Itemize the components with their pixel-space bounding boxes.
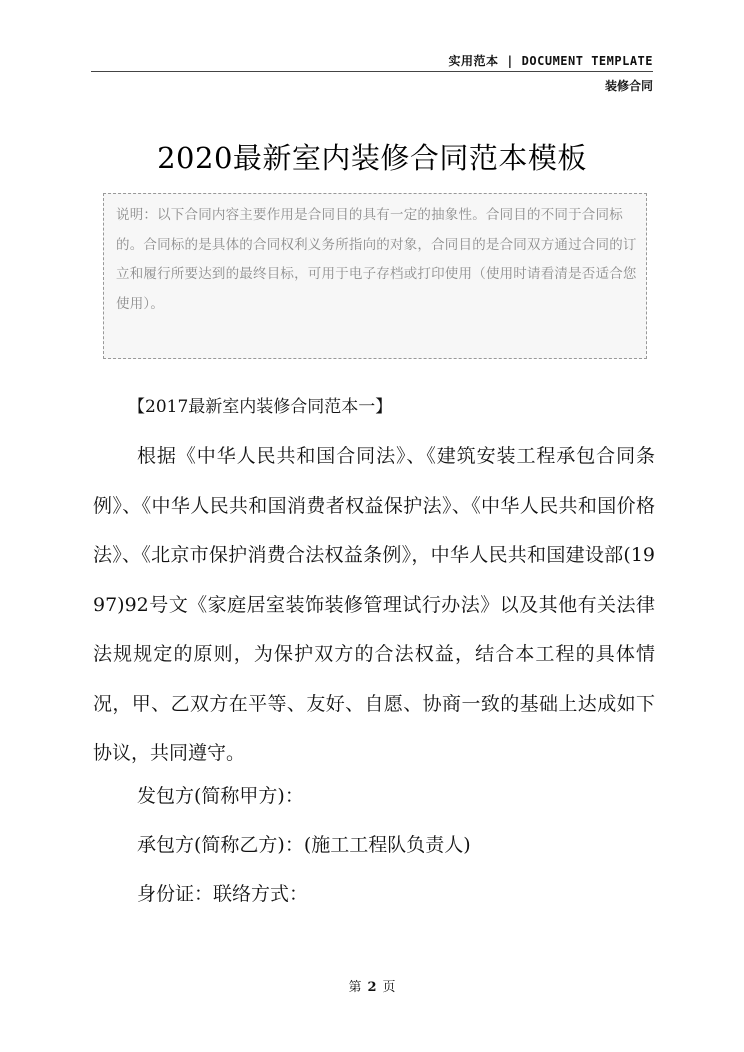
footer-suffix: 页 bbox=[382, 980, 396, 995]
field-party-a: 发包方(简称甲方)： bbox=[137, 785, 304, 807]
header-top-text: 实用范本 | DOCUMENT TEMPLATE bbox=[448, 54, 653, 68]
footer-prefix: 第 bbox=[348, 980, 362, 995]
header-divider bbox=[91, 71, 653, 72]
body-paragraph: 根据《中华人民共和国合同法》、《建筑安装工程承包合同条例》、《中华人民共和国消费者权益保护法》、《中华人民共和国价格法》、《北京市保护消费合法权益条例》，中华人民共和国建设部(1997)92号文《家庭居室装饰装修管理试行办法》以及其他有关法律法规规定的原则，为保护双方的合法权益，结合本工程的具体情况，甲、乙双方在平等、友好、自愿、协商一致的基础上达成如下协议，共同遵守。 bbox=[93, 445, 655, 764]
notice-text: 说明：以下合同内容主要作用是合同目的具有一定的抽象性。合同目的不同于合同标的。合同标的是具体的合同权利义务所指向的对象，合同目的是合同双方通过合同的订立和履行所要达到的最终目标，可用于电子存档或打印使用（使用时请看清是否适合您使用）。 bbox=[116, 207, 637, 312]
header-sub-text: 装修合同 bbox=[604, 79, 653, 93]
notice-box bbox=[103, 193, 647, 359]
field-id-contact: 身份证：联络方式： bbox=[137, 883, 309, 905]
field-party-b: 承包方(简称乙方)：(施工工程队负责人) bbox=[137, 834, 471, 856]
section-heading: 【2017最新室内装修合同范本一】 bbox=[128, 397, 393, 417]
page-number: 2 bbox=[367, 980, 377, 995]
page-footer bbox=[0, 976, 744, 995]
document-title: 2020最新室内装修合同范本模板 bbox=[157, 141, 587, 175]
